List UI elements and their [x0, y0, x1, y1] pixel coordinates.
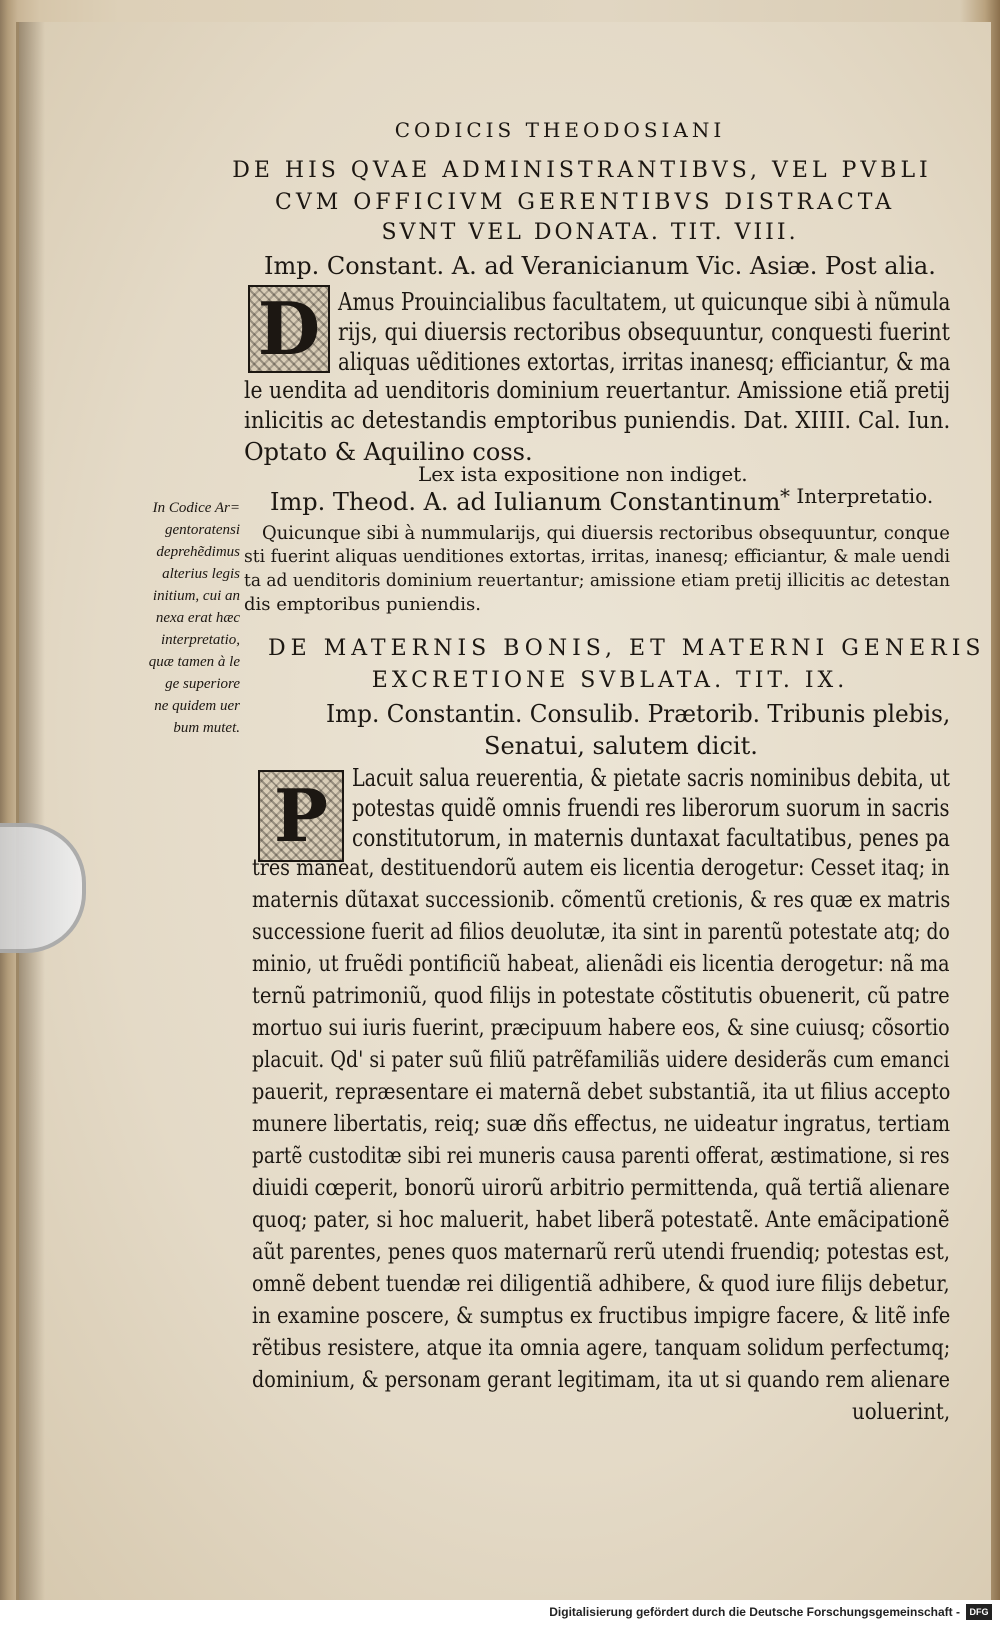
law3-line-4: tres maneat, destituendorũ autem eis licentia derogetur: Cesset itaq; in — [252, 856, 950, 881]
margin-note-line-11: bum mutet. — [173, 720, 240, 736]
law1-line-6: Optato & Aquilino coss. — [244, 438, 533, 466]
law3-line-17: omnẽ debent tuendæ rei diligentiã adhibere, & quod iure filijs debetur, — [252, 1272, 950, 1297]
law3-line-11: pauerit, repræsentare ei maternã debet substantiã, ita ut filius accepto — [252, 1080, 951, 1105]
interpretatio-label: * Interpretatio. — [780, 484, 934, 508]
running-head: CODICIS THEODOSIANI — [394, 118, 726, 142]
margin-note-line-8: quæ tamen à le — [148, 654, 240, 670]
dfg-logo: DFG — [966, 1604, 992, 1620]
title-viii-line-1: DE HIS QVAE ADMINISTRANTIBVS, VEL PVBLI — [232, 158, 932, 183]
margin-note-line-10: ne quidem uer — [154, 698, 240, 714]
law3-line-6: successione fuerit ad filios deuolutæ, ita sint in parentũ potestate atq; do — [252, 920, 950, 945]
margin-note-line-6: nexa erat hæc — [155, 610, 240, 626]
law1-line-1: Amus Prouincialibus facultatem, ut quicunque sibi à nũmula — [338, 288, 951, 316]
law1-heading: Imp. Constant. A. ad Veranicianum Vic. Asiæ. Post alia. — [264, 252, 936, 280]
law3-line-19: rẽtibus resistere, atque ita omnia agere, tanquam solidum perfectumq; — [252, 1336, 951, 1361]
law3-line-14: diuidi cœperit, bonorũ uirorũ arbitrio permittenda, quã tertiã alienare — [252, 1176, 950, 1201]
law2-heading: Imp. Theod. A. ad Iulianum Constantinum — [270, 488, 781, 516]
law2-line-4: dis emptoribus puniendis. — [244, 594, 481, 615]
title-viii-line-2: CVM OFFICIVM GERENTIBVS DISTRACTA — [275, 190, 896, 215]
law3-line-16: aũt parentes, penes quos maternarũ rerũ utendi fruendiq; potestas est, — [252, 1240, 951, 1265]
law2-line-2: sti fuerint aliquas uenditiones extortas, irritas, inanesq; efficiantur, & male uendi — [244, 546, 951, 567]
law3-heading-line-2: Senatui, salutem dicit. — [484, 732, 758, 760]
law3-line-18: in examine poscere, & sumptus ex fructibus impigre facere, & litẽ infe — [252, 1304, 951, 1329]
law3-line-12: munere libertatis, reiq; suæ dñs effectus, ne uideatur ingratus, tertiam — [252, 1112, 951, 1137]
law3-heading-line-1: Imp. Constantin. Consulib. Prætorib. Tribunis plebis, — [326, 700, 951, 728]
law3-line-5: maternis dũtaxat successionib. cõmentũ cretionis, & res quæ ex matris — [252, 888, 951, 913]
law1-line-4: le uendita ad uenditoris dominium reuertantur. Amissione etiã pretij — [244, 378, 951, 404]
law1-line-5: inlicitis ac detestandis emptoribus puniendis. Dat. XIIII. Cal. Iun. — [244, 408, 951, 434]
margin-note-line-2: gentoratensi — [165, 522, 240, 538]
margin-note-line-5: initium, cui an — [152, 588, 240, 604]
margin-note-line-9: ge superiore — [165, 676, 240, 692]
book-gutter-shadow — [19, 22, 45, 1600]
decorated-initial-d: D — [248, 285, 330, 373]
margin-note-line-7: interpretatio, — [160, 632, 240, 648]
title-ix-line-2: EXCRETIONE SVBLATA. TIT. IX. — [371, 668, 849, 693]
margin-note-line-4: alterius legis — [162, 566, 240, 582]
law3-line-8: ternũ patrimoniũ, quod filijs in potestate cõstitutis obuenerit, cũ patre — [252, 984, 950, 1009]
digitization-footer — [0, 1600, 1000, 1629]
law3-line-13: partẽ custoditæ sibi rei muneris causa parenti offerat, æstimatione, si res — [252, 1144, 950, 1169]
law3-line-9: mortuo sui iuris fuerint, præcipuum habere eos, & sine cuiusq; cõsortio — [252, 1016, 950, 1041]
law3-line-10: placuit. Qd' si pater suũ filiũ patrẽfamiliãs uidere desiderãs cum emanci — [252, 1048, 950, 1073]
decorated-initial-p: P — [258, 770, 344, 862]
law1-note: Lex ista expositione non indiget. — [418, 462, 748, 486]
title-ix-line-1: DE MATERNIS BONIS, ET MATERNI GENERIS — [268, 636, 986, 661]
law2-line-3: ta ad uenditoris dominium reuertantur; amissione etiam pretij illicitis ac detestan — [244, 570, 950, 591]
law2-line-1: Quicunque sibi à nummularijs, qui diuersis rectoribus obsequuntur, conque — [262, 522, 950, 544]
title-viii-line-3: SVNT VEL DONATA. TIT. VIII. — [381, 220, 799, 245]
margin-note-line-3: deprehẽdimus — [156, 544, 240, 560]
margin-note-line-1: In Codice Ar= — [152, 500, 240, 516]
law3-line-15: quoq; pater, si hoc maluerit, habet liberã potestatẽ. Ante emãcipationẽ — [252, 1208, 950, 1233]
law1-line-3: aliquas uẽditiones extortas, irritas inanesq; efficiantur, & ma — [338, 348, 951, 376]
law3-line-20: dominium, & personam gerant legitimam, ita ut si quando rem alienare — [252, 1368, 950, 1393]
law3-line-2: potestas quidẽ omnis fruendi res liberorum suorum in sacris — [352, 794, 950, 822]
law1-line-2: rijs, qui diuersis rectoribus obsequuntur, conquesti fuerint — [338, 318, 950, 346]
law3-line-7: minio, ut fruẽdi pontificiũ habeat, alienãdi eis licentia derogetur: nã ma — [252, 952, 950, 977]
catchword: uoluerint, — [852, 1400, 951, 1425]
footer-credit: Digitalisierung gefördert durch die Deutsche Forschungsgemeinschaft - — [549, 1605, 960, 1619]
law3-line-1: Lacuit salua reuerentia, & pietate sacris nominibus debita, ut — [352, 764, 950, 792]
law3-line-3: constitutorum, in maternis duntaxat facultatibus, penes pa — [352, 824, 950, 852]
